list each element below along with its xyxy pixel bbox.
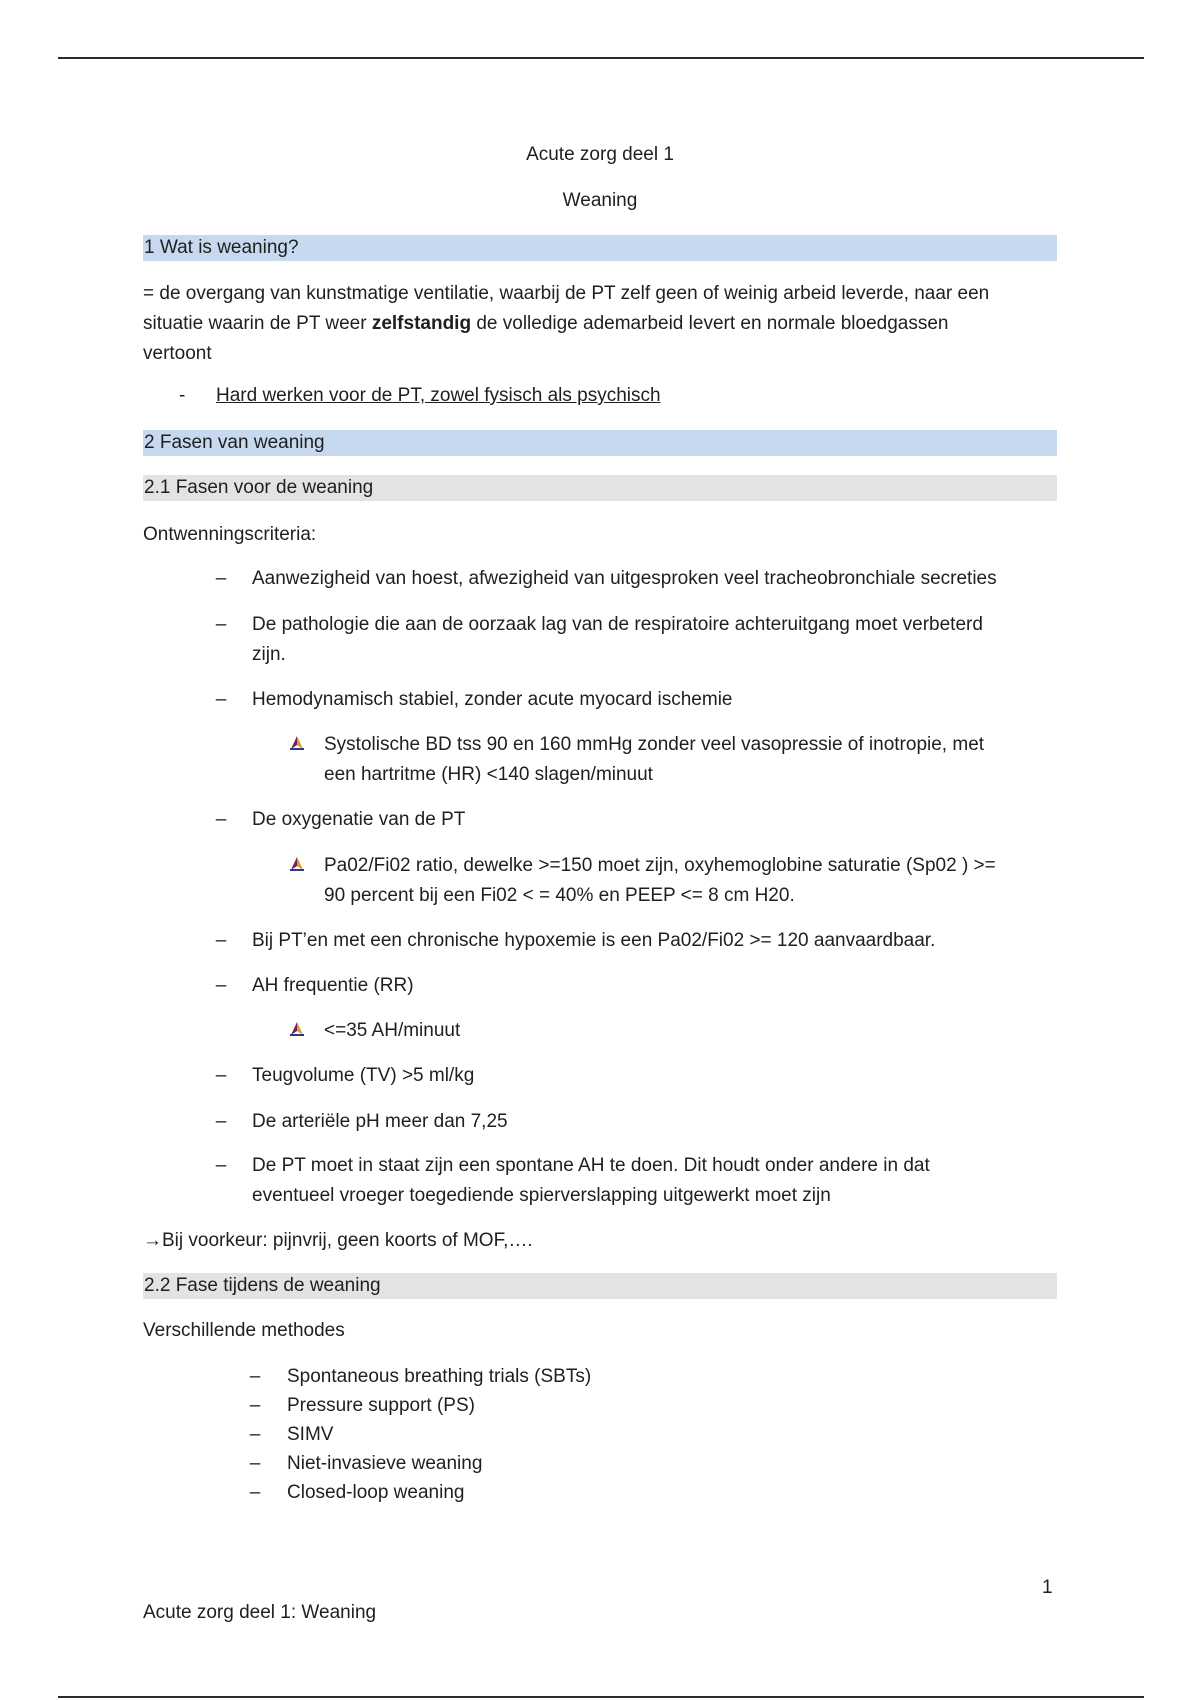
criterion-ah-frequentie: AH frequentie (RR) [252, 975, 414, 996]
dash-marker: – [215, 1155, 227, 1176]
heading-2-2: 2.2 Fase tijdens de weaning [143, 1273, 1057, 1299]
sub-criterion-bd-line-2: een hartritme (HR) <140 slagen/minuut [324, 764, 653, 785]
page-number: 1 [1042, 1577, 1053, 1598]
preference-note [143, 1226, 533, 1256]
criteria-label: Ontwenningscriteria: [143, 524, 317, 545]
sub-criterion-ratio [324, 851, 996, 911]
dash-marker: – [215, 1065, 227, 1086]
criterion-spontane-ah [252, 1151, 930, 1211]
criterion-ph: De arteriële pH meer dan 7,25 [252, 1111, 508, 1132]
bullet-hard-werken: Hard werken voor de PT, zowel fysisch als psychisch [216, 385, 661, 406]
dash-marker: – [215, 568, 227, 589]
definition-text: situatie waarin de PT weer [143, 313, 372, 334]
footer-rule [58, 1696, 1144, 1698]
sub-criterion-rr: <=35 AH/minuut [324, 1020, 461, 1041]
right-arrow-icon: → [143, 1230, 162, 1251]
heading-2-1: 2.1 Fasen voor de weaning [143, 475, 1057, 501]
document-subtitle: Weaning [562, 190, 638, 211]
criterion-teugvolume: Teugvolume (TV) >5 ml/kg [252, 1065, 475, 1086]
sub-criterion-bd-line-1: Systolische BD tss 90 en 160 mmHg zonder veel vasopressie of inotropie, met [324, 734, 985, 755]
definition-line-2 [143, 309, 1057, 339]
criterion-hoest: Aanwezigheid van hoest, afwezigheid van uitgesproken veel tracheobronchiale secreties [252, 568, 997, 589]
method-item: Spontaneous breathing trials (SBTs) [287, 1366, 592, 1387]
definition-line-1: = de overgang van kunstmatige ventilatie, waarbij de PT zelf geen of weinig arbeid leverde, naar een [143, 283, 990, 304]
criterion-spontane-ah-line-2: eventueel vroeger toegediende spierverslapping uitgewerkt moet zijn [252, 1185, 831, 1206]
definition-line-3: vertoont [143, 343, 212, 364]
arrowhead-bullet-icon [287, 851, 307, 881]
criterion-oxygenatie: De oxygenatie van de PT [252, 809, 466, 830]
methods-label: Verschillende methodes [143, 1320, 345, 1341]
sub-criterion-ratio-line-2: 90 percent bij een Fi02 < = 40% en PEEP <= 8 cm H20. [324, 885, 795, 906]
criterion-hemodynamisch: Hemodynamisch stabiel, zonder acute myocard ischemie [252, 689, 733, 710]
dash-marker: – [249, 1453, 261, 1474]
definition-text-cont: de volledige ademarbeid levert en normale bloedgassen [471, 313, 949, 334]
dash-marker: – [249, 1395, 261, 1416]
dash-marker: – [215, 1111, 227, 1132]
footer-text: Acute zorg deel 1: Weaning [143, 1602, 377, 1623]
method-item: Niet-invasieve weaning [287, 1453, 483, 1474]
method-item: Pressure support (PS) [287, 1395, 475, 1416]
criterion-chronische-hypoxemie: Bij PT’en met een chronische hypoxemie is een Pa02/Fi02 >= 120 aanvaardbaar. [252, 930, 936, 951]
header-rule [58, 57, 1144, 59]
sub-criterion-bd [324, 730, 984, 790]
criterion-pathologie-line-1: De pathologie die aan de oorzaak lag van de respiratoire achteruitgang moet verbeterd [252, 614, 983, 635]
criterion-pathologie [252, 610, 983, 670]
preference-text: Bij voorkeur: pijnvrij, geen koorts of MOF,…. [162, 1230, 533, 1251]
dash-marker: – [215, 689, 227, 710]
criterion-spontane-ah-line-1: De PT moet in staat zijn een spontane AH te doen. Dit houdt onder andere in dat [252, 1155, 930, 1176]
definition-bold: zelfstandig [371, 313, 472, 334]
dash-marker: – [215, 614, 227, 635]
dash-marker: – [215, 930, 227, 951]
arrowhead-bullet-icon [287, 730, 307, 760]
heading-1: 1 Wat is weaning? [143, 235, 1057, 261]
document-title: Acute zorg deel 1 [526, 144, 674, 165]
dash-marker: – [249, 1482, 261, 1503]
dash-marker: – [215, 809, 227, 830]
sub-criterion-ratio-line-1: Pa02/Fi02 ratio, dewelke >=150 moet zijn, oxyhemoglobine saturatie (Sp02 ) >= [324, 855, 996, 876]
method-item: Closed-loop weaning [287, 1482, 465, 1503]
method-item: SIMV [287, 1424, 334, 1445]
heading-2: 2 Fasen van weaning [143, 430, 1057, 456]
arrowhead-bullet-icon [287, 1016, 307, 1046]
definition-paragraph [143, 279, 1057, 369]
criterion-pathologie-line-2: zijn. [252, 644, 286, 665]
bullet-marker: - [179, 385, 186, 406]
dash-marker: – [215, 975, 227, 996]
dash-marker: – [249, 1424, 261, 1445]
dash-marker: – [249, 1366, 261, 1387]
